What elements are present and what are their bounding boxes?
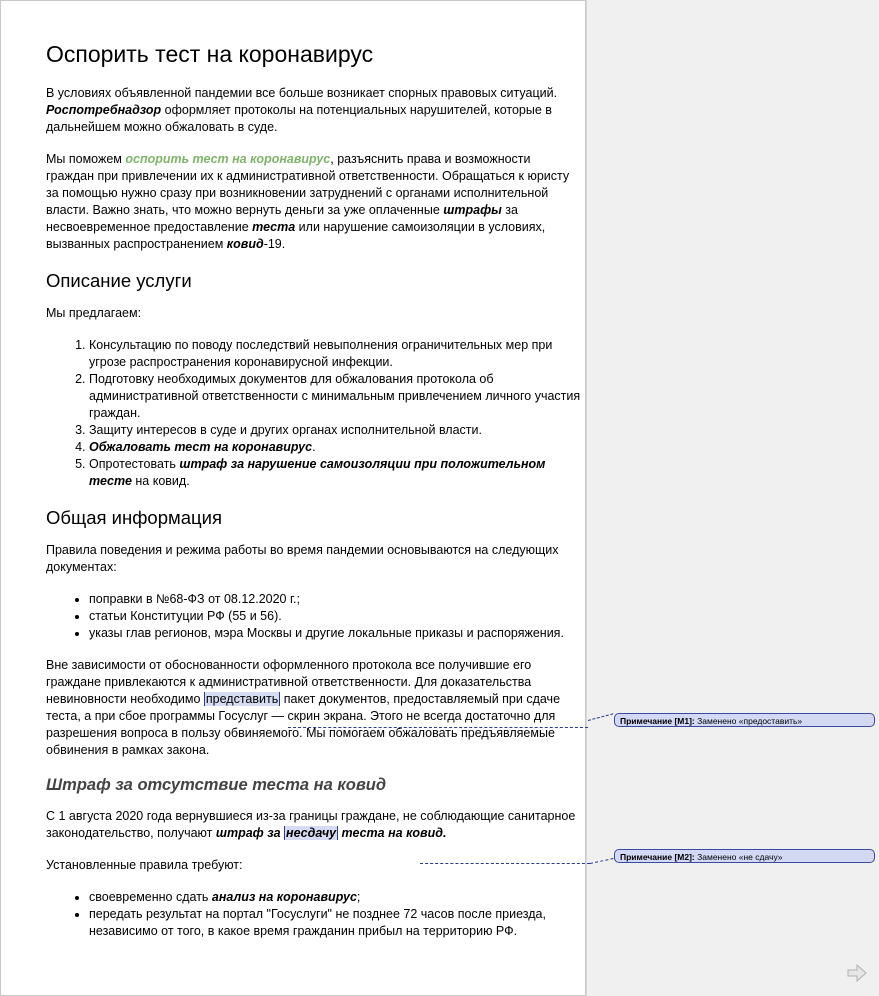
next-page-arrow-icon[interactable]: [846, 963, 868, 983]
tracked-change-m2[interactable]: несдачу: [286, 826, 337, 840]
rules-list: [46, 889, 581, 940]
services-list: [46, 337, 581, 490]
general-paragraph: [46, 657, 581, 759]
comment-connector-m1: [288, 727, 588, 728]
general-text-b: пакет документов, предоставляемый при сдаче теста, а при сбое программы Госуслуг — скрин экрана. Этого не всегда достаточно для разрешения вопроса в пользу обвиняемого. Мы помогаем обжаловать предъявляемые обвинения в рамках закона.: [46, 692, 561, 757]
comment-label: Примечание [M2]:: [620, 852, 695, 862]
list-item: [89, 889, 581, 906]
list-item: [89, 439, 581, 456]
fine-bold-2: теста на ковид.: [338, 826, 447, 840]
intro2-bold-covid: ковид: [226, 237, 264, 251]
services-lead: Мы предлагаем:: [46, 306, 142, 320]
intro-paragraph-2: [46, 151, 581, 253]
fine-bold-1: штраф за: [215, 826, 285, 840]
intro-text: В условиях объявленной пандемии все больше возникает спорных правовых ситуаций.: [46, 86, 558, 100]
list-item: • указы глав регионов, мэра Москвы и другие локальные приказы и распоряжения.: [89, 625, 581, 642]
intro2-text-b: , разъяснить права и возможности граждан при привлечении их к административной ответственности. Обращаться к юристу за помощью нужно сразу при возникновении затруднений с органами исполнительной власти. Важно знать, что можно вернуть деньги за уже оплаченные: [46, 152, 570, 217]
comment-margin: [586, 0, 879, 996]
list-item: • поправки в №68-ФЗ от 08.12.2020 г.;: [89, 591, 581, 608]
list-item-bold: анализ на коронавирус: [211, 890, 357, 904]
general-text-a: Вне зависимости от обоснованности оформленного протокола все получившие его граждане привлекаются к административной ответственности. Для доказательства невиновности необходимо: [46, 658, 532, 706]
list-item: 3. Защиту интересов в суде и других органах исполнительной власти.: [89, 422, 581, 439]
list-item-text: на ковид.: [131, 474, 190, 488]
documents-list: [46, 591, 581, 642]
tracked-change-m1[interactable]: представить: [205, 692, 279, 706]
fine-heading: Штраф за отсутствие теста на ковид: [46, 776, 387, 794]
intro-text-rest: оформляет протоколы на потенциальных нарушителей, которые в дальнейшем можно обжаловать в суде.: [46, 103, 552, 134]
list-item-bold: штраф за нарушение самоизоляции при положительном тесте: [89, 457, 546, 488]
contest-test-link[interactable]: оспорить тест на коронавирус: [125, 152, 331, 166]
comment-text: Заменено «предоставить»: [697, 716, 803, 726]
services-heading: Описание услуги: [46, 270, 192, 291]
intro2-bold-test: теста: [252, 220, 296, 234]
intro2-text-e: -19.: [263, 237, 286, 251]
fine-paragraph: [46, 808, 581, 842]
intro2-bold-fines: штрафы: [443, 203, 502, 217]
list-item: • передать результат на портал "Госуслуги" не позднее 72 часов после приезда, независимо от того, в какое время гражданин прибыл на территорию РФ.: [89, 906, 581, 940]
rules-lead: Установленные правила требуют:: [46, 858, 243, 872]
intro-bold-agency: Роспотребнадзор: [46, 103, 162, 117]
fine-text-a: С 1 августа 2020 года вернувшиеся из-за границы граждане, не соблюдающие санитарное законодательство, получают: [46, 809, 576, 840]
list-item: 2. Подготовку необходимых документов для обжалования протокола об административной ответственности с минимальным привлечением личного участия граждан.: [89, 371, 581, 422]
list-item-end: .: [312, 440, 316, 454]
intro-paragraph-1: [46, 85, 581, 136]
list-item: 1. Консультацию по поводу последствий невыполнения ограничительных мер при угрозе распространения коронавирусной инфекции.: [89, 337, 581, 371]
comment-text: Заменено «не сдачу»: [697, 852, 783, 862]
page-title: Оспорить тест на коронавирус: [46, 41, 374, 67]
comment-connector-m2: [420, 863, 590, 864]
list-item: • статьи Конституции РФ (55 и 56).: [89, 608, 581, 625]
intro2-text-a: Мы поможем: [46, 152, 126, 166]
list-item-text: Опротестовать: [89, 457, 180, 471]
list-item-end: ;: [356, 890, 361, 904]
list-item-bold: Обжаловать тест на коронавирус: [89, 440, 313, 454]
comment-balloon-m2[interactable]: [614, 849, 875, 863]
list-item-text: своевременно сдать: [89, 890, 212, 904]
general-lead: Правила поведения и режима работы во время пандемии основываются на следующих документах:: [46, 543, 559, 574]
intro2-text-c: за несвоевременное предоставление: [46, 203, 518, 234]
intro2-text-d: или нарушение самоизоляции в условиях, вызванных распространением: [46, 220, 546, 251]
comment-label: Примечание [M1]:: [620, 716, 695, 726]
comment-balloon-m1[interactable]: [614, 713, 875, 727]
general-heading: Общая информация: [46, 507, 222, 528]
document-content: [46, 39, 581, 955]
list-item: [89, 456, 581, 490]
